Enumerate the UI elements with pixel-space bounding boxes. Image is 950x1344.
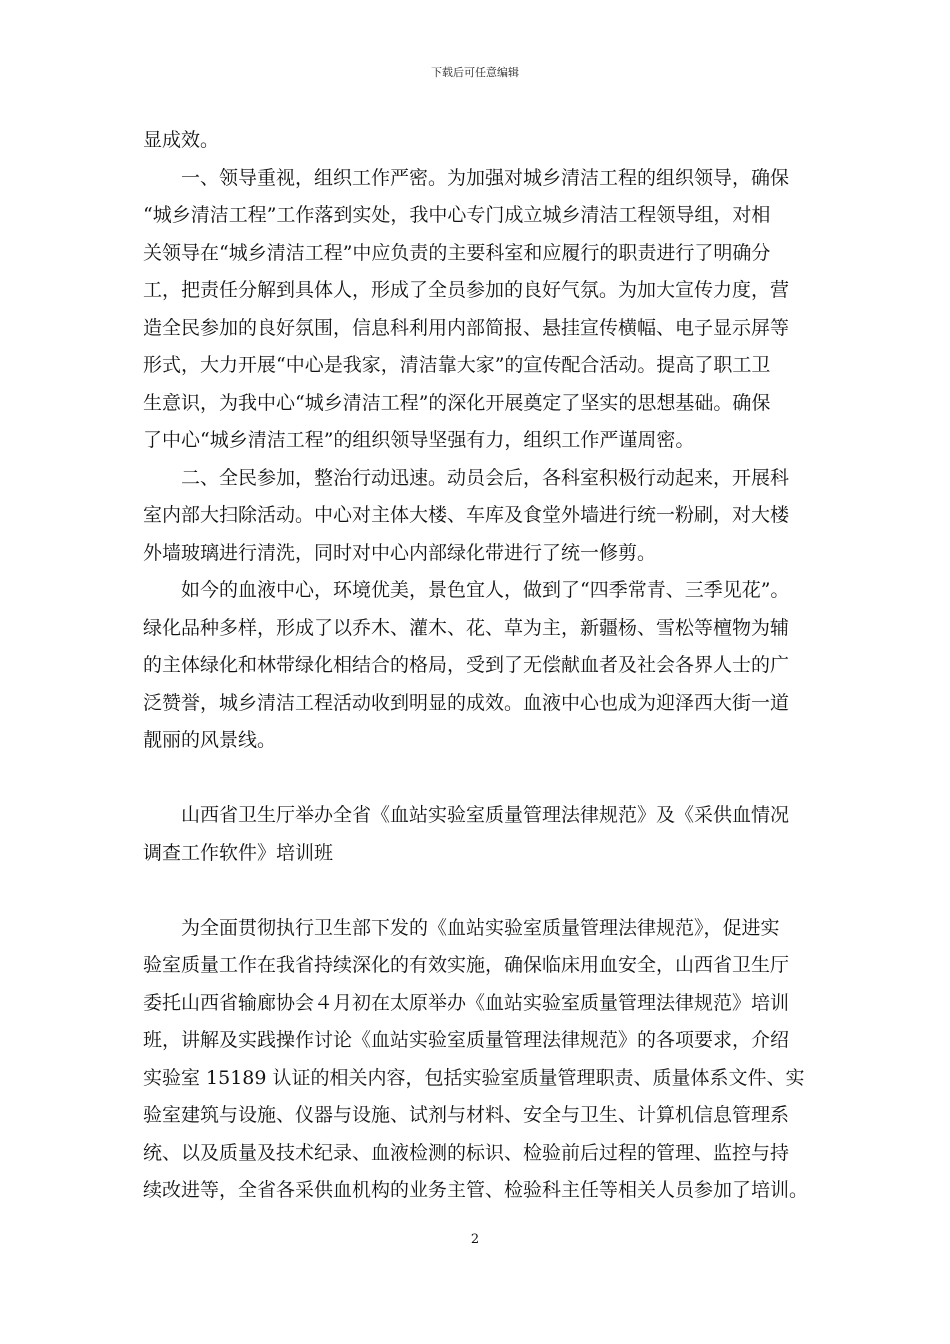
text-line: 了中心“城乡清洁工程”的组织领导坚强有力，组织工作严谨周密。 — [143, 429, 695, 451]
blank-line — [143, 872, 813, 910]
text-line: 显成效。 — [143, 129, 220, 151]
text-line: 造全民参加的良好氛围，信息科利用内部简报、悬挂宣传横幅、电子显示屏等 — [143, 316, 790, 339]
section-title-line: 山西省卫生厅举办全省《血站实验室质量管理法律规范》及《采供血情况 — [143, 804, 790, 826]
text-line: 的主体绿化和林带绿化相结合的格局，受到了无偿献血者及社会各界人士的广 — [143, 654, 790, 676]
text-line: 委托山西省输廊协会４月初在太原举办《血站实验室质量管理法律规范》培训 — [143, 991, 790, 1014]
text-line: “城乡清洁工程”工作落到实处，我中心专门成立城乡清洁工程领导组，对相 — [143, 204, 771, 226]
text-line: 关领导在“城乡清洁工程”中应负责的主要科室和应履行的职责进行了明确分 — [143, 241, 771, 264]
document-body — [143, 122, 813, 1210]
text-line: 如今的血液中心，环境优美，景色宜人，做到了“四季常青、三季见花”。 — [143, 579, 790, 601]
page-header-note: 下载后可任意编辑 — [431, 66, 519, 79]
text-line: 实验室 15189 认证的相关内容，包括实验室质量管理职责、质量体系文件、实 — [143, 1066, 805, 1089]
blank-line — [143, 760, 813, 798]
text-line: 班，讲解及实践操作讨论《血站实验室质量管理法律规范》的各项要求，介绍 — [143, 1029, 790, 1051]
text-line: 外墙玻璃进行清洗，同时对中心内部绿化带进行了统一修剪。 — [143, 541, 657, 564]
text-line: 验室质量工作在我省持续深化的有效实施，确保临床用血安全，山西省卫生厅 — [143, 954, 790, 976]
text-line: 工，把责任分解到具体人，形成了全员参加的良好气氛。为加大宣传力度，营 — [143, 279, 790, 301]
text-line: 靓丽的风景线。 — [143, 729, 277, 751]
text-line: 泛赞誉，城乡清洁工程活动收到明显的成效。血液中心也成为迎泽西大街一道 — [143, 691, 790, 714]
text-line: 续改进等，全省各采供血机构的业务主管、检验科主任等相关人员参加了培训。 — [143, 1179, 809, 1201]
text-line: 室内部大扫除活动。中心对主体大楼、车库及食堂外墙进行统一粉刷，对大楼 — [143, 504, 790, 526]
text-line: 为全面贯彻执行卫生部下发的《血站实验室质量管理法律规范》，促进实 — [143, 916, 780, 939]
text-line: 统、以及质量及技术纪录、血液检测的标识、检验前后过程的管理、监控与持 — [143, 1141, 790, 1164]
text-line: 验室建筑与设施、仪器与设施、试剂与材料、安全与卫生、计算机信息管理系 — [143, 1104, 790, 1126]
text-line: 形式，大力开展“中心是我家，清洁靠大家”的宣传配合活动。提高了职工卫 — [143, 354, 771, 376]
page-number: 2 — [470, 1232, 480, 1247]
section-title-line: 调查工作软件》培训班 — [143, 841, 334, 864]
text-line: 二、全民参加，整治行动迅速。动员会后，各科室积极行动起来，开展科 — [143, 466, 790, 489]
text-line: 绿化品种多样，形成了以乔木、灌木、花、草为主，新疆杨、雪松等檀物为辅 — [143, 616, 790, 639]
text-line: 一、领导重视，组织工作严密。为加强对城乡清洁工程的组织领导，确保 — [143, 166, 790, 189]
text-line: 生意识，为我中心“城乡清洁工程”的深化开展奠定了坚实的思想基础。确保 — [143, 391, 771, 414]
